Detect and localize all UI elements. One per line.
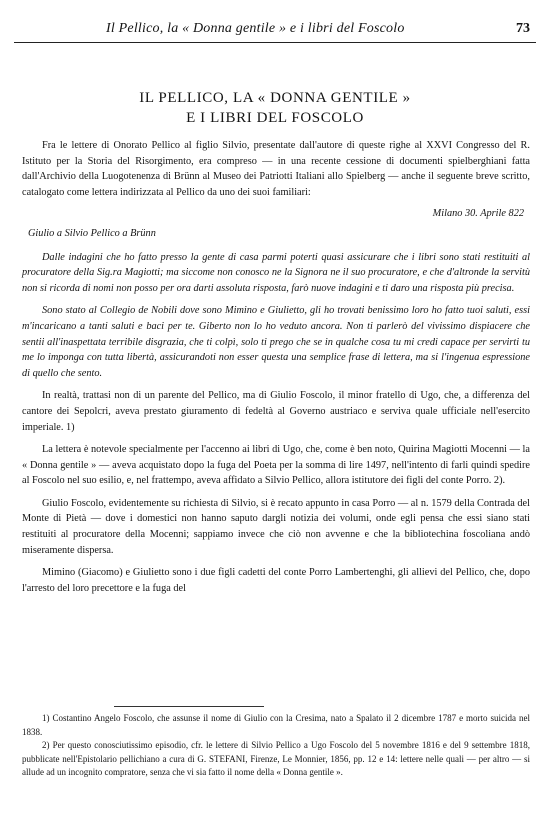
body-paragraph: Mimino (Giacomo) e Giulietto sono i due figli cadetti del conte Porro Lambertenghi, gli allievi del Pellico, che, dopo l'arresto del loro precettore e la fuga del xyxy=(22,567,530,594)
footnote: 1) Costantino Angelo Foscolo, che assunse il nome di Giulio con la Cresima, nato a Spalato il 2 dicembre 1787 e morto suicida nel 1838. xyxy=(22,713,530,737)
letter-paragraph: Dalle indagini che ho fatto presso la gente di casa parmi poterti quasi assicurare che i libri sono stati restituiti al procuratore della Sig.ra Magiotti; ma siccome non conosco ne la Signora ne il suo procuratore, e che d'altronde la servitù non si ricorda di nomi non posso per ora darti assoluta risposta, farò nuove indagini e ti daro una risposta più precisa. xyxy=(22,251,530,294)
article-title-line-1: IL PELLICO, LA « DONNA GENTILE » xyxy=(139,90,411,106)
header-rule xyxy=(14,42,536,43)
book-page xyxy=(14,0,536,824)
letter-paragraph: Sono stato al Collegio de Nobili dove sono Mimino e Giulietto, gli ho trovati benissimo loro ho fatto tuoi saluti, essi m'incaricano a tanti saluti e baci per te. Giberto non lo ho veduto ancora. Non ti parlerò del vivissimo dispiacere che sentii all'inaspettata terribile disgrazia, che ti colpì, solo ti prego che se in qualche cosa tu mi credi capace per servirti tu me lo imponga con tutta libertà, assicurandoti non esser questa una semplice frase di lettera, ma si l'ingenua espressione di quello che sento. xyxy=(22,305,530,379)
body-paragraph: La lettera è notevole specialmente per l'accenno ai libri di Ugo, che, come è ben noto, Quirina Magiotti Mocenni — la « Donna gentile » — aveva acquistato dopo la fuga del Poeta per la somma di lire 1497, nell'intento di farli quindi spedire al Foscolo nel suo esilio, e, nel frattempo, aveva affidato a Silvio Pellico, allora istitutore dei figli del conte Porro. 2). xyxy=(22,444,530,487)
page-number: 73 xyxy=(516,21,530,36)
article-body xyxy=(22,138,530,596)
running-title: Il Pellico, la « Donna gentile » e i libri del Foscolo xyxy=(106,21,405,36)
footnotes xyxy=(22,712,530,780)
letter-salutation: Giulio a Silvio Pellico a Brünn xyxy=(28,227,156,239)
footnote: 2) Per questo conosciutissimo episodio, cfr. le lettere di Silvio Pellico a Ugo Foscolo del 5 novembre 1816 e del 9 settembre 1818, pubblicate nell'Epistolario pellichiano a cura di G. STEFANI, Firenze, Le Monnier, 1856, pp. 12 e 14: lettere nelle quali — per altro — si allude ad un incognito compratore, senza che vi sia fatto il nome della « Donna gentile ». xyxy=(22,740,530,778)
article-title xyxy=(14,88,536,128)
intro-paragraph: Fra le lettere di Onorato Pellico al figlio Silvio, presentate dall'autore di queste righe al XXVI Congresso del R. Istituto per la Storia del Risorgimento, era compreso — in una recente cessione di documenti spielberghiani fatta dall'Archivio della Luogotenenza di Brünn al Museo dei Patriotti Italiani allo Spielberg — anche il seguente breve scritto, catalogato come lettera indirizzata al Pellico da uno dei suoi familiari: xyxy=(22,140,530,198)
footnote-rule xyxy=(114,706,264,707)
body-paragraph: In realtà, trattasi non di un parente del Pellico, ma di Giulio Foscolo, il minor fratello di Ugo, che, a differenza del cantore dei Sepolcri, aveva prestato giuramento di fedeltà al Governo austriaco e serviva quale ufficiale nell'esercito imperiale. 1) xyxy=(22,390,530,433)
letter-dateline: Milano 30. Aprile 822 xyxy=(432,208,524,220)
article-title-line-2: E I LIBRI DEL FOSCOLO xyxy=(186,110,364,126)
body-paragraph: Giulio Foscolo, evidentemente su richiesta di Silvio, si è recato appunto in casa Porro — al n. 1579 della Contrada del Monte di Pietà — dove i domestici non hanno saputo dargli notizia dei volumi, onde egli pensa che essi siano stati restituiti al procuratore della Mocenni; sappiamo invece che ciò non avvenne e che la bibliotechina foscoliana andò miseramente dispersa. xyxy=(22,497,530,556)
